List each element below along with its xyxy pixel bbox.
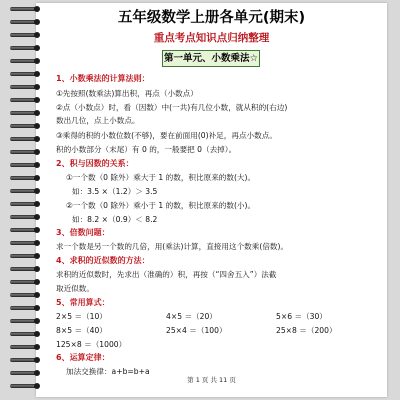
section-heading: 4、求积的近似数的方法： bbox=[56, 256, 150, 265]
page-title: 五年级数学上册各单元(期末) bbox=[117, 10, 306, 26]
document-page bbox=[36, 3, 387, 397]
body-line: 数出几位，点上小数点。 bbox=[56, 116, 140, 125]
binding-ring bbox=[8, 97, 42, 103]
body-line: ①先按照(数乘法)算出积，再点（小数点） bbox=[56, 89, 198, 98]
body-line: ②一个数（0 除外）乘小于 1 的数，积比原来的数(小)。 bbox=[66, 201, 256, 210]
page-subtitle: 重点考点知识点归纳整理 bbox=[153, 32, 270, 44]
unit-title: 第一单元、小数乘法☆ bbox=[162, 50, 260, 67]
body-line: ①一个数（0 除外）乘大于 1 的数，积比原来的数(大)。 bbox=[66, 173, 256, 182]
binding-ring bbox=[8, 370, 42, 376]
section-heading: 1、小数乘法的计算法则： bbox=[56, 74, 150, 83]
body-line: 求积的近似数时，先求出（准确的）积，再按（“四舍五入”）法截 bbox=[56, 270, 277, 279]
body-line: ②点（小数点）时，看（因数）中(一共)有几位小数，就从积的(右边) bbox=[56, 103, 288, 112]
calc-item: 8×5 ＝（40） bbox=[56, 326, 107, 335]
calc-item: 5×6 ＝（30） bbox=[276, 312, 327, 321]
body-line: 加法交换律：a+b=b+a bbox=[66, 367, 150, 376]
binding-ring bbox=[8, 84, 42, 90]
calc-item: 125×8 ＝（1000） bbox=[56, 340, 127, 349]
binding-ring bbox=[8, 32, 42, 38]
binding-ring bbox=[8, 201, 42, 207]
binding-ring bbox=[8, 188, 42, 194]
binding-ring bbox=[8, 19, 42, 25]
section-heading: 5、常用算式： bbox=[56, 298, 110, 307]
binding-ring bbox=[8, 123, 42, 129]
section-heading: 6、运算定律： bbox=[56, 353, 110, 362]
body-line: 如：8.2 ×（0.9）＜ 8.2 bbox=[72, 215, 158, 224]
binding-ring bbox=[8, 305, 42, 311]
binding-ring bbox=[8, 240, 42, 246]
calc-item: 2×5 ＝（10） bbox=[56, 312, 107, 321]
binding-ring bbox=[8, 318, 42, 324]
binding-ring bbox=[8, 149, 42, 155]
binding-ring bbox=[8, 71, 42, 77]
section-heading: 3、倍数问题： bbox=[56, 228, 110, 237]
binding-ring bbox=[8, 344, 42, 350]
binding-ring bbox=[8, 136, 42, 142]
binding-ring bbox=[8, 357, 42, 363]
binding-ring bbox=[8, 214, 42, 220]
binding-ring bbox=[8, 253, 42, 259]
section-heading: 2、积与因数的关系： bbox=[56, 159, 134, 168]
binding-ring bbox=[8, 266, 42, 272]
binding-ring bbox=[8, 279, 42, 285]
binding-ring bbox=[8, 110, 42, 116]
binding-ring bbox=[8, 45, 42, 51]
binding-ring bbox=[8, 383, 42, 389]
spiral-binding bbox=[8, 6, 42, 396]
binding-ring bbox=[8, 175, 42, 181]
body-line: ③乘得的积的小数位数(不够)，要在前面用(0)补足，再点小数点。 bbox=[56, 131, 277, 140]
calc-item: 25×4 ＝（100） bbox=[166, 326, 227, 335]
binding-ring bbox=[8, 6, 42, 12]
body-line: 取近似数。 bbox=[56, 284, 94, 293]
binding-ring bbox=[8, 162, 42, 168]
binding-ring bbox=[8, 331, 42, 337]
body-line: 如：3.5 ×（1.2）＞ 3.5 bbox=[72, 187, 158, 196]
body-line: 求一个数是另一个数的几倍，用(乘法)计算，直接用这个数乘(倍数)。 bbox=[56, 242, 289, 251]
page-number: 第 1 页 共 11 页 bbox=[187, 376, 236, 384]
binding-ring bbox=[8, 292, 42, 298]
calc-item: 4×5 ＝（20） bbox=[166, 312, 217, 321]
body-line: 积的小数部分（末尾）有 0 的，一般要把 0（去掉）。 bbox=[56, 145, 237, 154]
calc-item: 25×8 ＝（200） bbox=[276, 326, 337, 335]
binding-ring bbox=[8, 227, 42, 233]
binding-ring bbox=[8, 58, 42, 64]
